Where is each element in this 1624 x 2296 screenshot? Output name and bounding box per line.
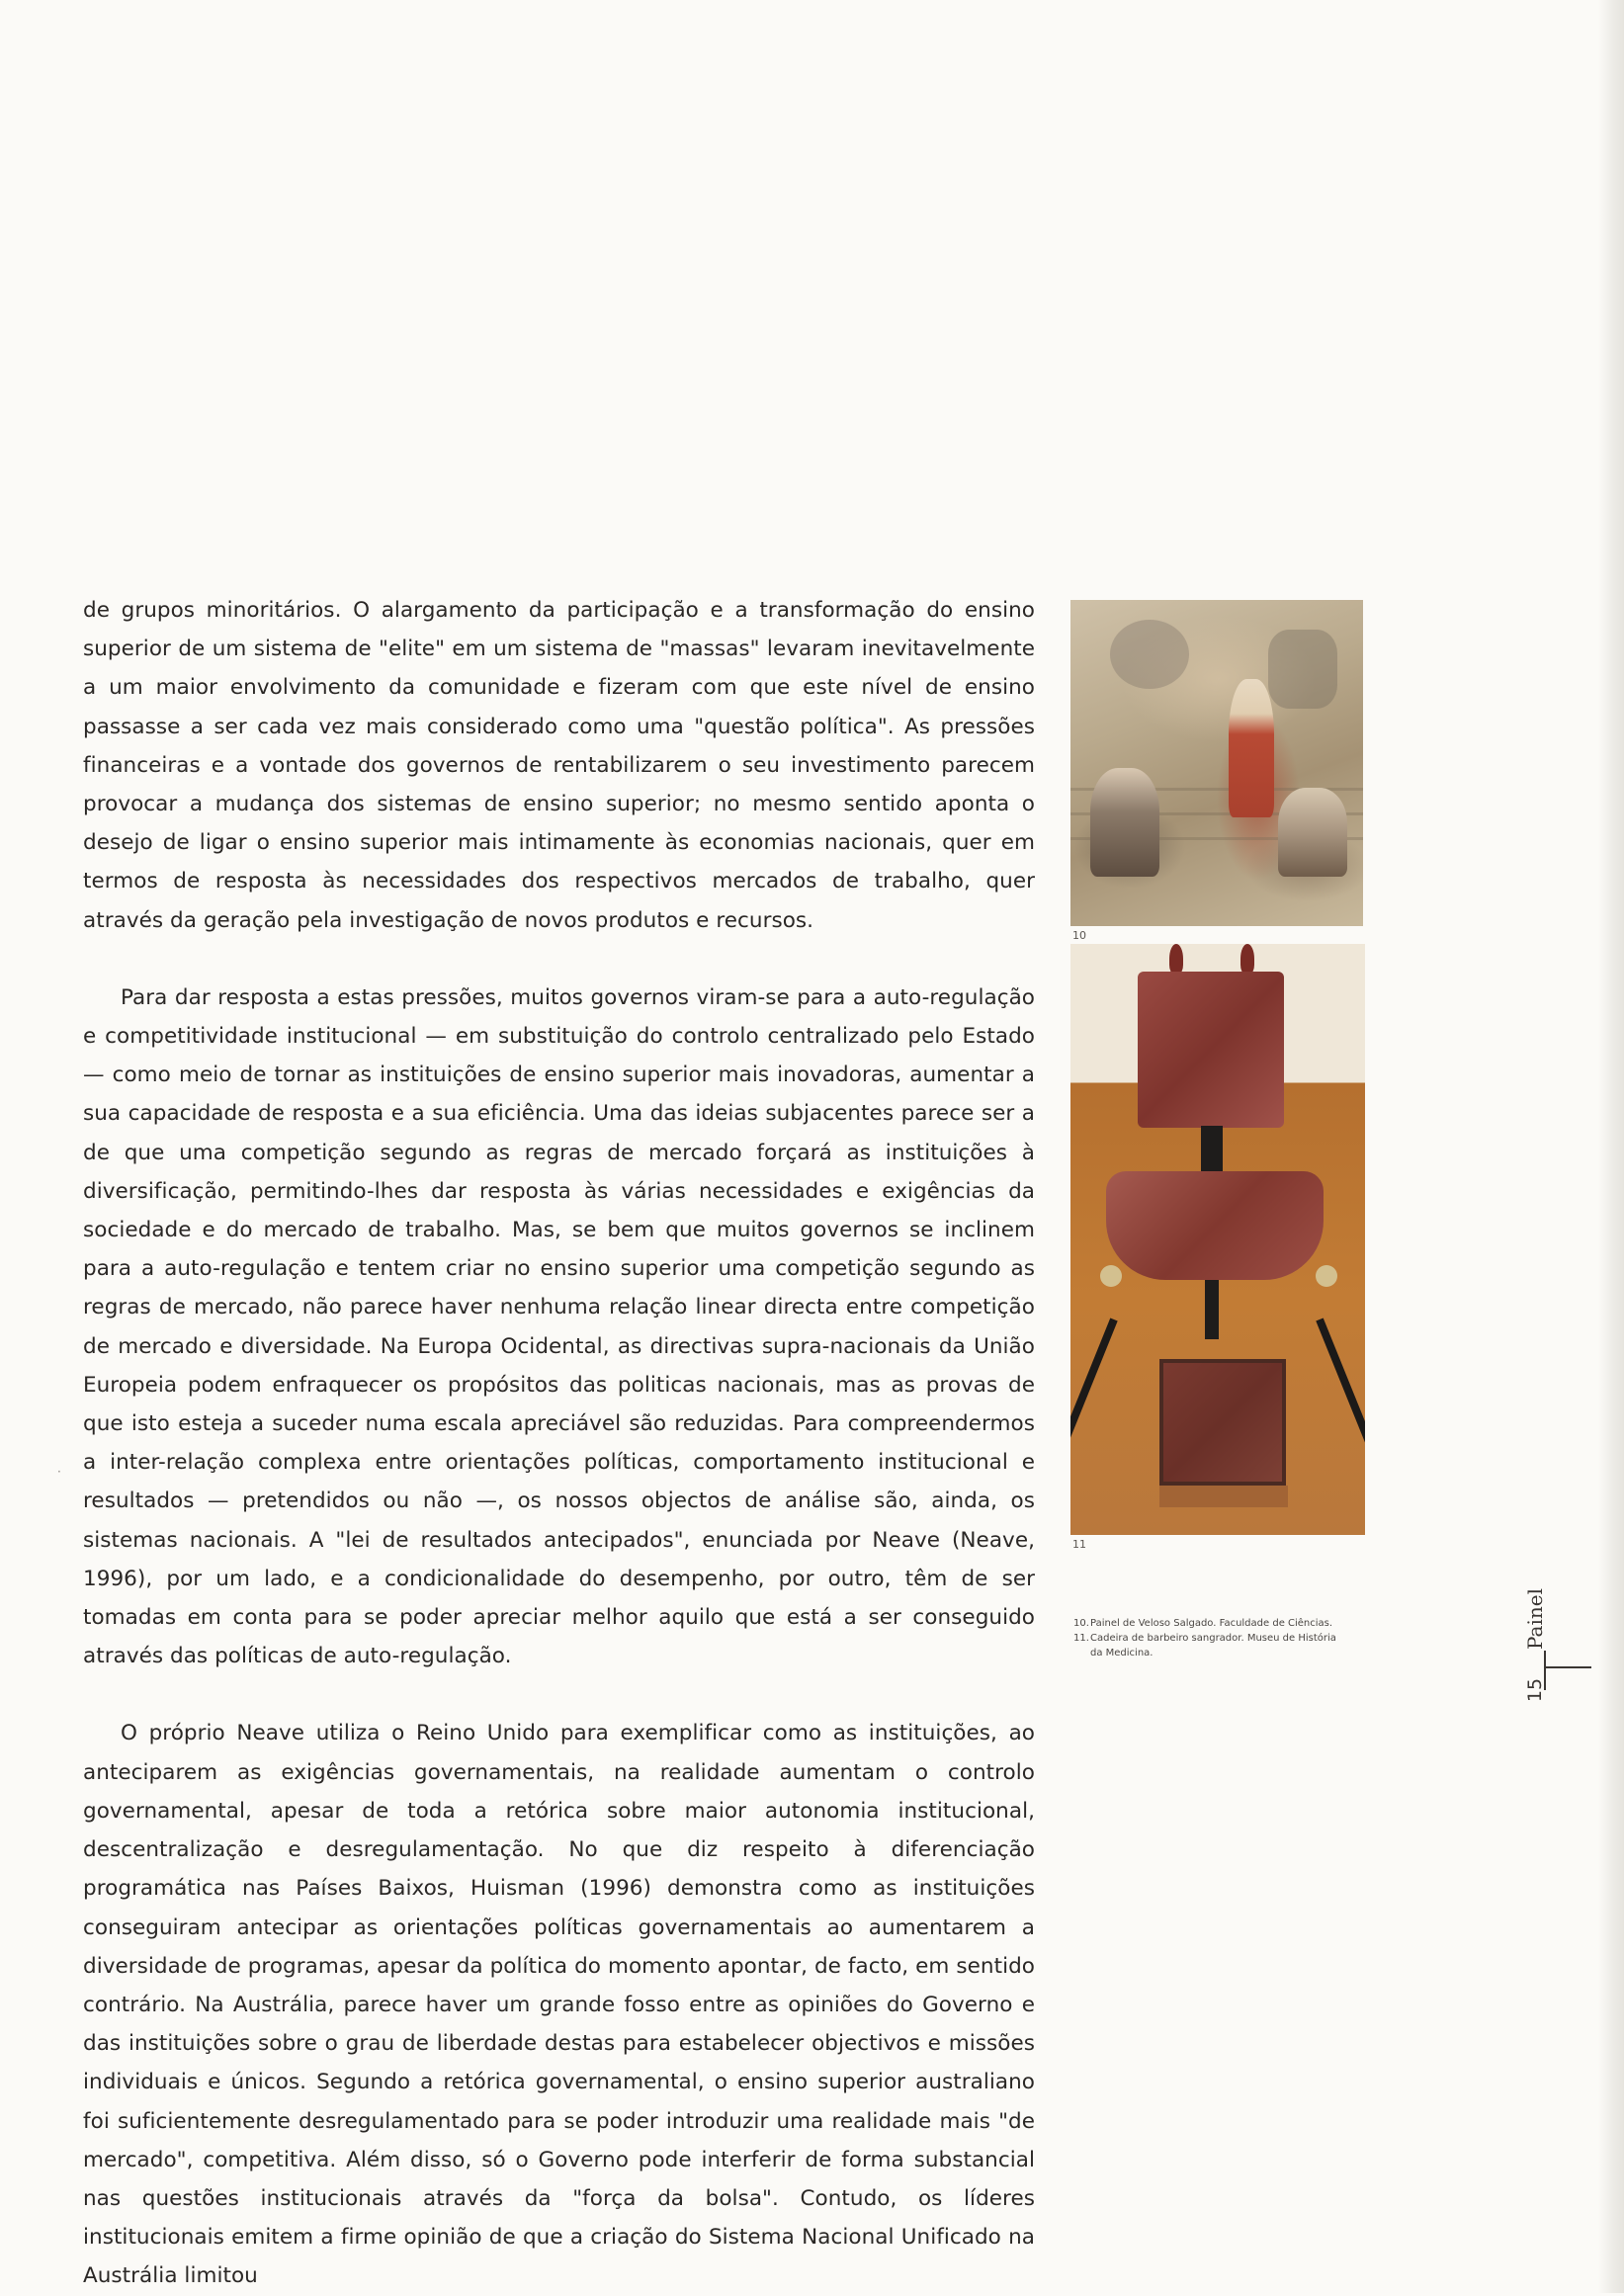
chair-head-knob (1240, 944, 1254, 974)
figure-11-chair (1070, 944, 1365, 1535)
painting-seated-figure (1278, 788, 1347, 877)
chair-leg (1316, 1318, 1365, 1468)
painting-seated-figure (1090, 768, 1159, 877)
margin-mark: · (57, 1465, 61, 1479)
figure-number-10: 10 (1072, 929, 1086, 942)
caption-10 (1073, 1617, 1370, 1630)
chair-roll-end (1100, 1265, 1122, 1287)
caption-11-continuation: da Medicina. (1090, 1648, 1154, 1658)
chair-roll-end (1316, 1265, 1337, 1287)
caption-11 (1073, 1632, 1370, 1645)
chair-footrest-base (1159, 1486, 1288, 1507)
chair-leg (1070, 1318, 1118, 1468)
caption-text: Painel de Veloso Salgado. Faculdade de Ciências. (1090, 1618, 1333, 1629)
chair-post (1205, 1280, 1219, 1339)
paragraph-1: de grupos minoritários. O alargamento da participação e a transformação do ensino superior de um sistema de "elite" em um sistema de "massas" levaram inevitavelmente a um maior envolvimento da comunidade e fizeram com que este nível de ensino passasse a ser cada vez mais considerado como uma "questão política". As pressões financeiras e a vontade dos governos de rentabilizarem o seu investimento parecem provocar a mudança dos sistemas de ensino superior; no mesmo sentido aponta o desejo de ligar o ensino superior mais intimamente às economias nacionais, quer em termos de resposta às necessidades dos respectivos mercados de trabalho, quer através da geração pela investigação de novos produtos e recursos. (83, 598, 1035, 933)
section-label-text: Painel (1523, 1588, 1547, 1650)
page-number (1520, 1670, 1550, 1710)
figure-captions (1073, 1617, 1370, 1661)
paragraph-2: Para dar resposta a estas pressões, muitos governos viram-se para a auto-regulação e competitividade institucional — em substituição do controlo centralizado pelo Estado — como meio de tornar as instituições de ensino superior mais inovadoras, aumentar a sua capacidade de resposta e a sua eficiência. Uma das ideias subjacentes parece ser a de que uma competição segundo as regras de mercado forçará as instituições à diversificação, permitindo-lhes dar resposta às várias necessidades e exigências da sociedade e do mercado de trabalho. Mas, se bem que muitos governos se inclinem para a auto-regulação e tentem criar no ensino superior uma competição segundo as regras de mercado, não parece haver nenhuma relação linear directa entre competição de mercado e diversidade. Na Europa Ocidental, as directivas supra-nacionais da União Europeia podem enfraquecer os propósitos das politicas nacionais, mas as provas de que isto esteja a suceder numa escala apreciável são reduzidas. Para compreendermos a inter-relação complexa entre orientações políticas, comportamento institucional e resultados — pretendidos ou não —, os nossos objectos de análise são, ainda, os sistemas nacionais. A "lei de resultados antecipados", enunciada por Neave (Neave, 1996), por um lado, e a condicionalidade do desempenho, por outro, têm de ser tomadas em conta para se poder apreciar melhor aquilo que está a ser conseguido através das políticas de auto-regulação. (83, 984, 1035, 1669)
painting-background-figures (1110, 620, 1189, 689)
section-divider-horizontal (1544, 1666, 1591, 1668)
chair-seat (1106, 1171, 1324, 1280)
page-edge-shadow (1598, 0, 1624, 2293)
figure-number-11: 11 (1072, 1538, 1086, 1551)
body-text (83, 591, 1035, 2296)
chair-head-knob (1169, 944, 1183, 974)
painting-standing-figure (1229, 679, 1274, 817)
section-label (1520, 1589, 1550, 1649)
caption-number: 11. (1073, 1633, 1089, 1644)
caption-text: Cadeira de barbeiro sangrador. Museu de História (1090, 1633, 1336, 1644)
chair-headrest (1138, 972, 1284, 1128)
page-number-text: 15 (1524, 1677, 1546, 1703)
chair-footrest (1159, 1359, 1286, 1486)
caption-number: 10. (1073, 1618, 1089, 1629)
paragraph-3: O próprio Neave utiliza o Reino Unido para exemplificar como as instituições, ao anteciparem as exigências governamentais, na realidade aumentam o controlo governamental, apesar de toda a retórica sobre maior autonomia institucional, descentralização e desregulamentação. No que diz respeito à diferenciação programática nas Países Baixos, Huisman (1996) demonstra como as instituições conseguiram antecipar as orientações políticas governamentais ao aumentarem a diversidade de programas, apesar da política do momento apontar, de facto, em sentido contrário. Na Austrália, parece haver um grande fosso entre as opiniões do Governo e das instituições sobre o grau de liberdade destas para estabelecer objectivos e missões individuais e únicos. Segundo a retórica governamental, o ensino superior australiano foi suficientemente desregulamentado para se poder introduzir uma realidade mais "de mercado", competitiva. Além disso, só o Governo pode interferir de forma substancial nas questões institucionais através da "força da bolsa". Contudo, os líderes institucionais emitem a firme opinião de que a criação do Sistema Nacional Unificado na Austrália limitou (83, 1721, 1035, 2289)
figure-10-painting (1070, 600, 1363, 926)
painting-background-machinery (1268, 630, 1337, 709)
